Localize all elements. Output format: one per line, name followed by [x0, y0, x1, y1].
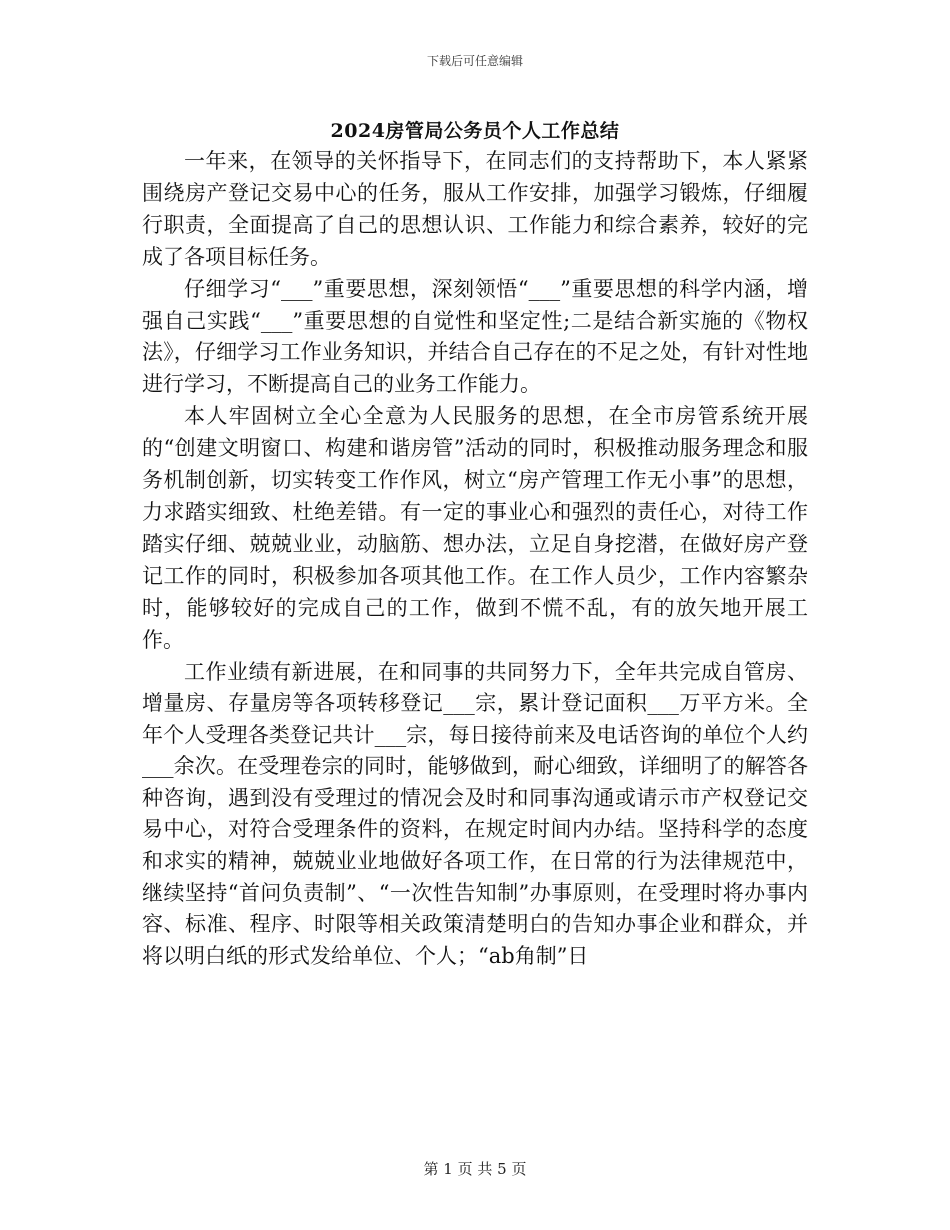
document-title: 2024房管局公务员个人工作总结 — [330, 120, 620, 142]
paragraph-service: 本人牢固树立全心全意为人民服务的思想，在全市房管系统开展的“创建文明窗口、构建和谐房管”活动的同时，积极推动服务理念和服务机制创新，切实转变工作作风，树立“房产管理工作无小事”的思想，力求踏实细致、杜绝差错。有一定的事业心和强烈的责任心，对待工作踏实仔细、兢兢业业，动脑筋、想办法，立足自身挖潜，在做好房产登记工作的同时，积极参加各项其他工作。在工作人员少，工作内容繁杂时，能够较好的完成自己的工作，做到不慌不乱，有的放矢地开展工作。 — [142, 404, 808, 652]
paragraph-achievements: 工作业绩有新进展，在和同事的共同努力下，全年共完成自管房、增量房、存量房等各项转移登记___宗，累计登记面积___万平方米。全年个人受理各类登记共计___宗，每日接待前来及电话咨询的单位个人约___余次。在受理卷宗的同时，能够做到，耐心细致，详细明了的解答各种咨询，遇到没有受理过的情况会及时和同事沟通或请示市产权登记交易中心，对符合受理条件的资料，在规定时间内办结。坚持科学的态度和求实的精神，兢兢业业地做好各项工作，在日常的行为法律规范中，继续坚持“首问负责制”、“一次性告知制”办事原则，在受理时将办事内容、标准、程序、时限等相关政策清楚明白的告知办事企业和群众，并将以明白纸的形式发给单位、个人；“ab角制”日 — [142, 659, 808, 968]
page-header-note: 下载后可任意编辑 — [426, 54, 523, 68]
paragraph-intro: 一年来，在领导的关怀指导下，在同志们的支持帮助下，本人紧紧围绕房产登记交易中心的任务，服从工作安排，加强学习锻炼，仔细履行职责，全面提高了自己的思想认识、工作能力和综合素养，较好的完成了各项目标任务。 — [142, 149, 808, 269]
paragraph-study: 仔细学习“___”重要思想，深刻领悟“___”重要思想的科学内涵，增强自己实践“___”重要思想的自觉性和坚定性;二是结合新实施的《物权法》，仔细学习工作业务知识，并结合自己存在的不足之处，有针对性地进行学习，不断提高自己的业务工作能力。 — [142, 276, 808, 397]
document-body — [142, 146, 808, 972]
page-number: 第 1 页 共 5 页 — [423, 1160, 527, 1178]
